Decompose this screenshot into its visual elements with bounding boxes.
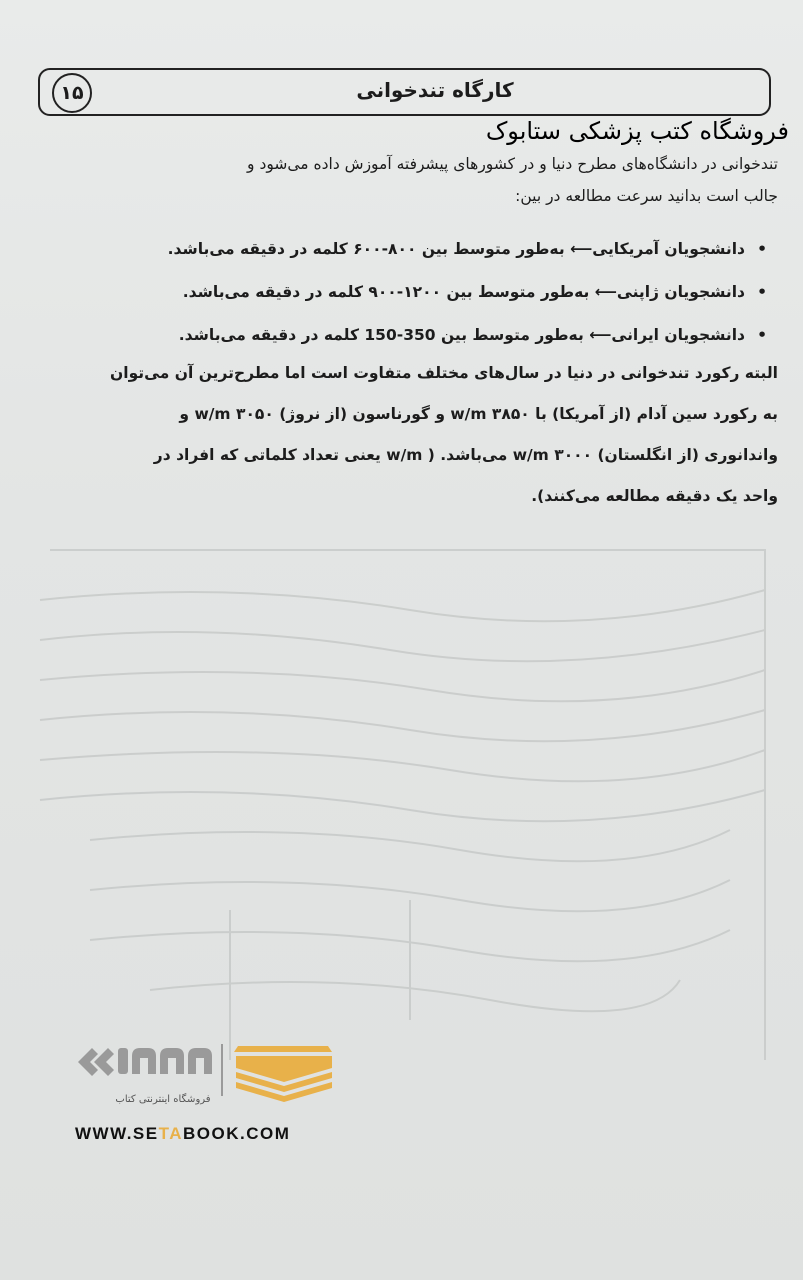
store-url-prefix: WWW.SE — [75, 1124, 159, 1143]
records-paragraph — [30, 353, 778, 517]
list-item — [67, 228, 767, 271]
list-item-text: دانشجویان ژاپنی⟵ به‌طور متوسط بین ۱۲۰۰-۹۰۰ کلمه در دقیقه می‌باشد. — [182, 283, 745, 301]
intro-paragraph — [30, 148, 778, 212]
bullet-icon: • — [757, 283, 767, 301]
records-line: واندانوری (از انگلستان) ۳۰۰۰ w/m می‌باشد. ( w/m یعنی تعداد کلماتی که افراد در — [153, 446, 778, 464]
store-logo — [70, 1038, 350, 1118]
list-item-text: دانشجویان ایرانی⟵ به‌طور متوسط بین 350-150 کلمه در دقیقه می‌باشد. — [178, 326, 745, 344]
records-line: به رکورد سین آدام (از آمریکا) با ۳۸۵۰ w/m و گورناسون (از نروژ) ۳۰۵۰ w/m و — [179, 405, 778, 423]
page-number — [52, 73, 92, 113]
page-number-text: ۱۵ — [60, 82, 84, 104]
speed-list — [67, 228, 767, 357]
bullet-icon: • — [757, 326, 767, 344]
list-item — [67, 271, 767, 314]
store-url-accent: TA — [158, 1124, 184, 1143]
bullet-icon: • — [757, 240, 767, 258]
bleed-through-illustration — [30, 520, 775, 1080]
list-item — [67, 314, 767, 357]
intro-line: تندخوانی در دانشگاه‌های مطرح دنیا و در کشورهای پیشرفته آموزش داده می‌شود و — [247, 155, 778, 173]
records-line: البته رکورد تندخوانی در دنیا در سال‌های مختلف متفاوت است اما مطرح‌ترین آن می‌توان — [110, 364, 778, 382]
logo-tagline: فروشگاه اینترنتی کتاب — [115, 1094, 211, 1105]
intro-line: جالب است بدانید سرعت مطالعه در بین: — [515, 187, 778, 205]
store-url-suffix: BOOK.COM — [183, 1124, 291, 1143]
chapter-title: کارگاه تندخوانی — [356, 78, 514, 102]
store-watermark-title: فروشگاه کتب پزشکی ستابوک — [485, 117, 789, 145]
records-line: واحد یک دقیقه مطالعه می‌کنند). — [531, 487, 778, 505]
list-item-text: دانشجویان آمریکایی⟵ به‌طور متوسط بین ۸۰۰-۶۰۰ کلمه در دقیقه می‌باشد. — [167, 240, 745, 258]
store-url — [75, 1124, 345, 1144]
